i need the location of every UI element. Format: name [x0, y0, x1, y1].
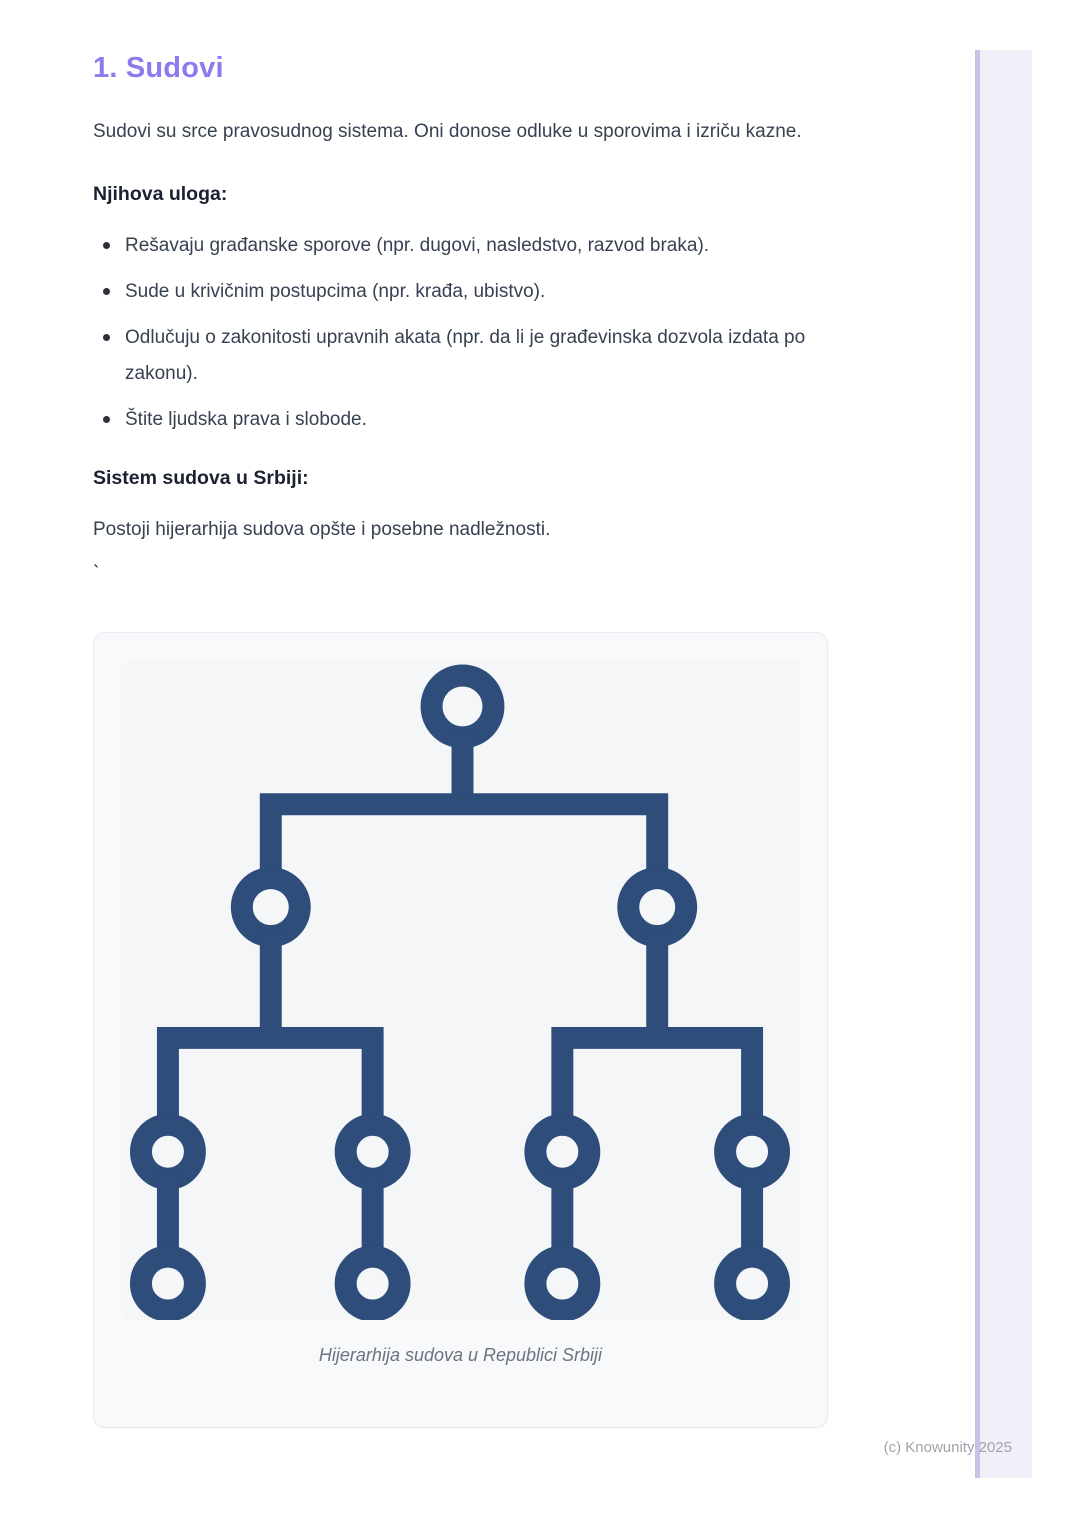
- figure-caption: Hijerarhija sudova u Republici Srbiji: [318, 1345, 603, 1365]
- tree-icon-strokes: [141, 675, 779, 1310]
- figure-card: [93, 632, 828, 1428]
- system-heading: Sistem sudova u Srbiji:: [93, 467, 309, 489]
- page-title: 1. Sudovi: [93, 52, 224, 84]
- roles-heading: Njihova uloga:: [93, 183, 228, 205]
- footer-credit: (c) Knowunity 2025: [883, 1439, 1012, 1456]
- roles-list: [93, 228, 828, 438]
- list-item: Odlučuju o zakonitosti upravnih akata (npr. da li je građevinska dozvola izdata po zakonu).: [125, 320, 828, 392]
- list-item: Štite ljudska prava i slobode.: [125, 402, 828, 438]
- hierarchy-tree-icon: [121, 660, 800, 1320]
- list-item: Rešavaju građanske sporove (npr. dugovi, nasledstvo, razvod braka).: [125, 228, 828, 264]
- stray-backtick-character: `: [93, 563, 100, 584]
- system-paragraph: Postoji hijerarhija sudova opšte i posebne nadležnosti.: [93, 519, 551, 540]
- list-item: Sude u krivičnim postupcima (npr. krađa, ubistvo).: [125, 274, 828, 310]
- intro-paragraph: Sudovi su srce pravosudnog sistema. Oni donose odluke u sporovima i izriču kazne.: [93, 121, 802, 142]
- figure-image: [121, 660, 800, 1320]
